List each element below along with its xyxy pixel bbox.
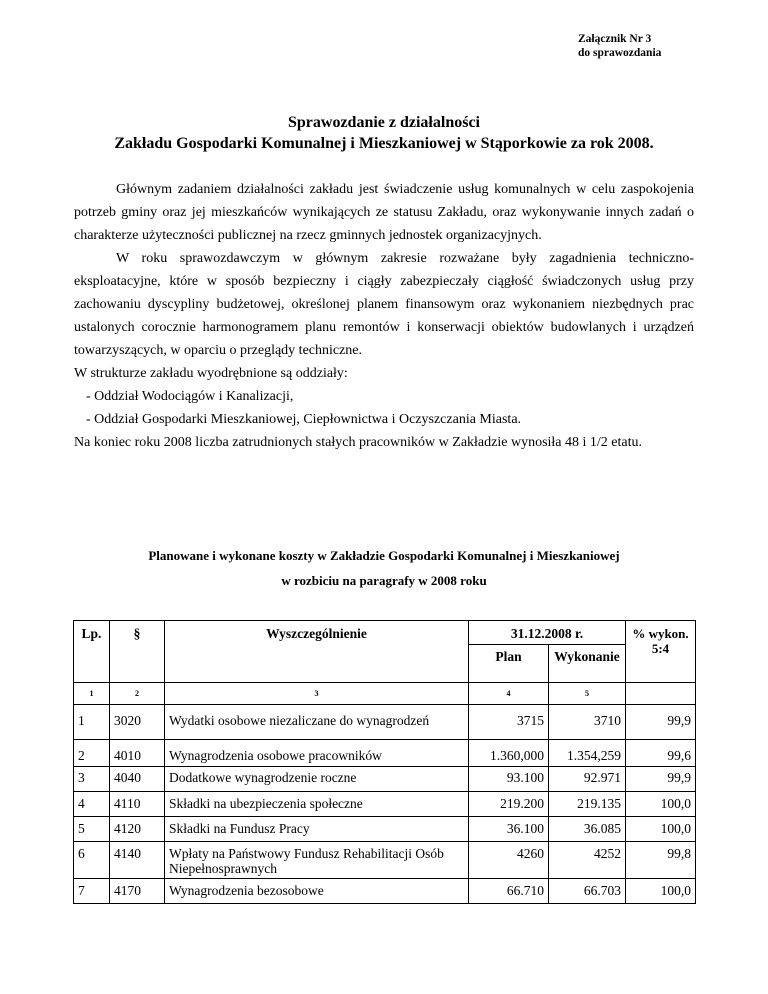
cell-description: Wpłaty na Państwowy Fundusz Rehabilitacji Osób Niepełnosprawnych: [165, 842, 469, 879]
cell-description: Wydatki osobowe niezaliczane do wynagrodzeń: [165, 705, 469, 740]
cell-description: Wynagrodzenia osobowe pracowników: [165, 740, 469, 767]
list-item-2: - Oddział Gospodarki Mieszkaniowej, Ciepłownictwa i Oczyszczania Miasta.: [86, 412, 522, 427]
header-plan: Plan: [469, 645, 549, 683]
cell-lp: 5: [74, 817, 110, 842]
cell-lp: 3: [74, 767, 110, 792]
cell-lp: 2: [74, 740, 110, 767]
cell-percent: 100,0: [626, 817, 696, 842]
cell-plan: 36.100: [469, 817, 549, 842]
colnum-6: [626, 683, 696, 705]
cell-plan: 4260: [469, 842, 549, 879]
title-line1: Sprawozdanie z działalności: [287, 114, 480, 131]
cell-paragraph: 4040: [110, 767, 165, 792]
header-date: 31.12.2008 r.: [469, 621, 626, 645]
cell-paragraph: 4170: [110, 879, 165, 904]
table-row: [74, 879, 696, 904]
cell-description: Dodatkowe wynagrodzenie roczne: [165, 767, 469, 792]
cell-description: Składki na ubezpieczenia społeczne: [165, 792, 469, 817]
costs-table: [73, 620, 696, 904]
cell-execution: 66.703: [549, 879, 626, 904]
cell-percent: 100,0: [626, 792, 696, 817]
cell-execution: 3710: [549, 705, 626, 740]
body-text: [74, 178, 694, 454]
cell-description: Wynagrodzenia bezosobowe: [165, 879, 469, 904]
colnum-5: 5: [549, 683, 626, 705]
cell-percent: 99,6: [626, 740, 696, 767]
annex-line1: Załącznik Nr 3: [578, 33, 652, 45]
header-percent: % wykon. 5:4: [626, 621, 696, 683]
colnum-3: 3: [165, 683, 469, 705]
cell-paragraph: 3020: [110, 705, 165, 740]
cell-paragraph: 4110: [110, 792, 165, 817]
table-row: [74, 705, 696, 740]
subtitle-line1: Planowane i wykonane koszty w Zakładzie Gospodarki Komunalnej i Mieszkaniowej: [148, 548, 620, 563]
header-row: [74, 621, 696, 645]
cell-percent: 99,9: [626, 705, 696, 740]
cell-paragraph: 4120: [110, 817, 165, 842]
table-row: [74, 767, 696, 792]
table-title: [0, 543, 768, 593]
table-row: [74, 842, 696, 879]
header-lp: Lp.: [74, 621, 110, 683]
subtitle-line2: w rozbiciu na paragrafy w 2008 roku: [281, 573, 487, 588]
cell-execution: 92.971: [549, 767, 626, 792]
title-line2: Zakładu Gospodarki Komunalnej i Mieszkaniowej w Stąporkowie za rok 2008.: [114, 135, 654, 152]
column-number-row: [74, 683, 696, 705]
cell-plan: 1.360,000: [469, 740, 549, 767]
cell-plan: 3715: [469, 705, 549, 740]
table-row: [74, 740, 696, 767]
header-paragraph: §: [110, 621, 165, 683]
paragraph-1: Głównym zadaniem działalności zakładu jest świadczenie usług komunalnych w celu zaspokojenia potrzeb gminy oraz jej mieszkańców wynikających ze statusu Zakładu, oraz wykonywanie innych zadań o charakterze użyteczności publicznej na rzecz gminnych jednostek organizacyjnych.: [74, 182, 694, 243]
paragraph-2: W roku sprawozdawczym w głównym zakresie rozważane były zagadnienia techniczno-eksploatacyjne, które w sposób bezpieczny i ciągły zabezpieczały ciągłość świadczonych usług przy zachowaniu dyscypliny budżetowej, określonej planem finansowym oraz wykonaniem niezbędnych prac ustalonych corocznie harmonogramem planu remontów i konserwacji obiektów budowlanych i urządzeń towarzyszących, w oparciu o przeglądy techniczne.: [74, 251, 694, 358]
cell-execution: 1.354,259: [549, 740, 626, 767]
cell-execution: 4252: [549, 842, 626, 879]
cell-description: Składki na Fundusz Pracy: [165, 817, 469, 842]
header-execution: Wykonanie: [549, 645, 626, 683]
list-item-1: - Oddział Wodociągów i Kanalizacji,: [86, 389, 294, 404]
cell-plan: 219.200: [469, 792, 549, 817]
annex-label: [578, 32, 661, 60]
annex-line2: do sprawozdania: [578, 47, 662, 59]
cell-lp: 1: [74, 705, 110, 740]
cell-lp: 4: [74, 792, 110, 817]
table-row: [74, 817, 696, 842]
cell-lp: 6: [74, 842, 110, 879]
cell-percent: 99,9: [626, 767, 696, 792]
paragraph-4: Na koniec roku 2008 liczba zatrudnionych stałych pracowników w Zakładzie wynosiła 48 i 1/2 etatu.: [74, 435, 642, 450]
cell-percent: 99,8: [626, 842, 696, 879]
cell-plan: 93.100: [469, 767, 549, 792]
cell-plan: 66.710: [469, 879, 549, 904]
colnum-2: 2: [110, 683, 165, 705]
table-row: [74, 792, 696, 817]
colnum-1: 1: [74, 683, 110, 705]
header-description: Wyszczególnienie: [165, 621, 469, 683]
document-title: [0, 112, 768, 154]
cell-lp: 7: [74, 879, 110, 904]
cell-percent: 100,0: [626, 879, 696, 904]
cell-paragraph: 4140: [110, 842, 165, 879]
cell-execution: 36.085: [549, 817, 626, 842]
table-body: [74, 705, 696, 904]
cell-paragraph: 4010: [110, 740, 165, 767]
colnum-4: 4: [469, 683, 549, 705]
cell-execution: 219.135: [549, 792, 626, 817]
paragraph-3: W strukturze zakładu wyodrębnione są oddziały:: [74, 366, 348, 381]
